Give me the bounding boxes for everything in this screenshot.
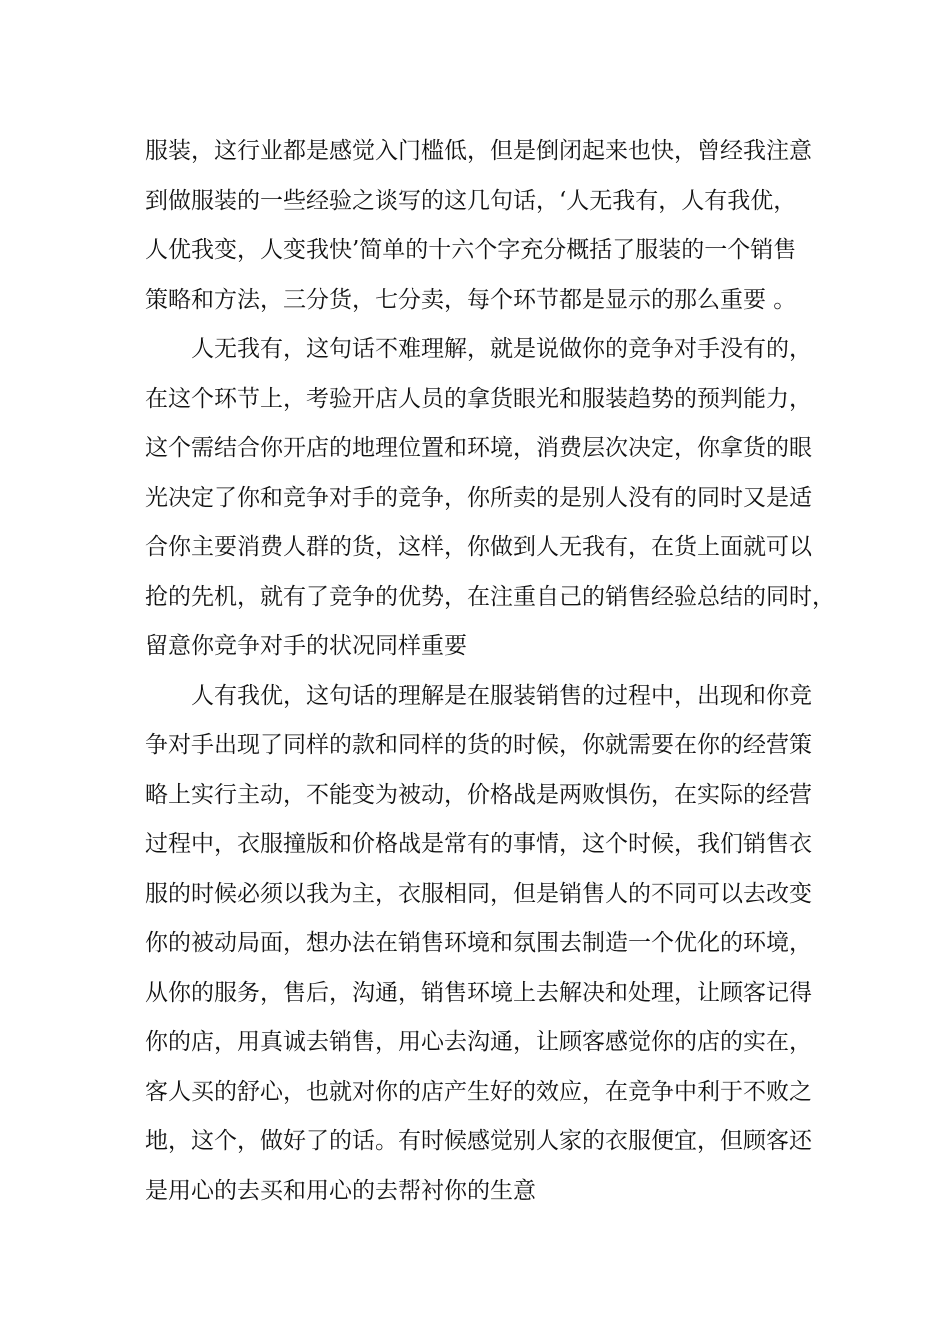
text-line: 客人买的舒心，也就对你的店产生好的效应，在竞争中利于不败之 — [145, 1078, 812, 1105]
text-line: 人优我变，人变我快’简单的十六个字充分概括了服装的一个销售 — [145, 237, 797, 263]
text-line: 服装，这行业都是感觉入门槛低，但是倒闭起来也快，曾经我注意 — [145, 138, 812, 164]
paragraph-intro — [145, 127, 835, 325]
text-line: 到做服装的一些经验之谈写的这几句话，‘人无我有，人有我优， — [145, 187, 797, 214]
text-line: 过程中，衣服撞版和价格战是常有的事情，这个时候，我们销售衣 — [145, 831, 812, 857]
text-line: 留意你竞争对手的状况同样重要 — [145, 633, 467, 659]
text-line: 从你的服务，售后，沟通，销售环境上去解决和处理，让顾客记得 — [145, 979, 812, 1006]
text-line: 你的被动局面，想办法在销售环境和氛围去制造一个优化的环境， — [145, 930, 812, 956]
text-line: 服的时候必须以我为主，衣服相同，但是销售人的不同可以去改变 — [145, 880, 812, 907]
paragraph-ren-wu-wo-you — [145, 325, 835, 672]
text-line: 人无我有，这句话不难理解，就是说做你的竞争对手没有的， — [191, 336, 812, 362]
text-line: 策略和方法，三分货，七分卖，每个环节都是显示的那么重要 。 — [145, 286, 797, 313]
text-line: 在这个环节上，考验开店人员的拿货眼光和服装趋势的预判能力， — [145, 385, 812, 412]
text-line: 人有我优，这句话的理解是在服装销售的过程中，出现和你竞 — [191, 682, 812, 709]
text-line: 略上实行主动，不能变为被动，价格战是两败惧伤，在实际的经营 — [145, 781, 812, 808]
text-line: 光决定了你和竞争对手的竞争，你所卖的是别人没有的同时又是适 — [145, 484, 812, 511]
text-line: 抢的先机，就有了竞争的优势，在注重自己的销售经验总结的同时， — [145, 583, 835, 610]
text-line: 地，这个，做好了的话。有时候感觉别人家的衣服便宜，但顾客还 — [145, 1128, 812, 1154]
text-line: 你的店，用真诚去销售，用心去沟通，让顾客感觉你的店的实在， — [145, 1029, 812, 1055]
paragraph-ren-you-wo-you — [145, 672, 835, 1217]
document-body — [145, 127, 835, 1216]
text-line: 争对手出现了同样的款和同样的货的时候，你就需要在你的经营策 — [145, 732, 812, 758]
text-line: 合你主要消费人群的货，这样，你做到人无我有，在货上面就可以 — [145, 534, 812, 560]
text-line: 是用心的去买和用心的去帮衬你的生意 — [145, 1177, 536, 1204]
text-line: 这个需结合你开店的地理位置和环境，消费层次决定，你拿货的眼 — [145, 435, 812, 461]
